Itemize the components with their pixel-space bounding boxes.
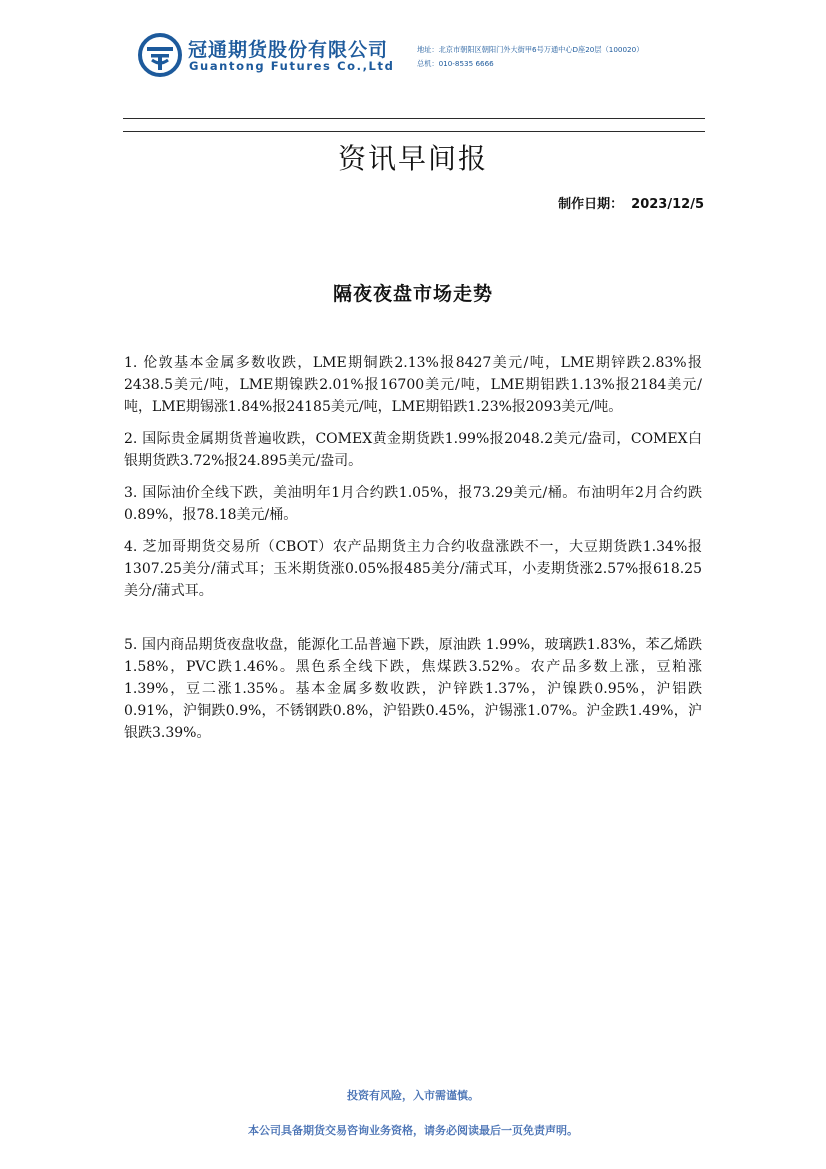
news-item-3: 3. 国际油价全线下跌，美油明年1月合约跌1.05%，报73.29美元/桶。布油明年2月合约跌0.89%，报78.18美元/桶。: [124, 485, 702, 523]
news-item-1: 1. 伦敦基本金属多数收跌，LME期铜跌2.13%报8427美元/吨，LME期锌跌2.83%报2438.5美元/吨，LME期镍跌2.01%报16700美元/吨，LME期铝跌1.13%报2184美元/吨，LME期锡涨1.84%报24185美元/吨，LME期铅跌1.23%报2093美元/吨。: [124, 355, 702, 415]
company-logo-icon: [138, 33, 182, 77]
risk-notice: 投资有风险，入市需谨慎。: [347, 1089, 479, 1102]
header-divider-bottom: [123, 131, 705, 132]
report-title: 资讯早间报: [337, 142, 488, 175]
header-divider-top: [123, 118, 705, 119]
page-header: [0, 0, 826, 90]
company-name-en: Guantong Futures Co.,Ltd: [189, 59, 395, 73]
section-title: 隔夜夜盘市场走势: [332, 283, 493, 305]
company-phone: 总机：010-8535 6666: [417, 59, 494, 68]
news-list: [124, 352, 702, 754]
company-address: 地址：北京市朝阳区朝阳门外大街甲6号万通中心D座20层（100020）: [417, 45, 644, 54]
news-item-2: 2. 国际贵金属期货普遍收跌，COMEX黄金期货跌1.99%报2048.2美元/盎司，COMEX白银期货跌3.72%报24.895美元/盎司。: [124, 431, 702, 469]
news-item-5: 5. 国内商品期货夜盘收盘，能源化工品普遍下跌，原油跌 1.99%，玻璃跌1.83%，苯乙烯跌1.58%，PVC跌1.46%。黑色系全线下跌，焦煤跌3.52%。农产品多数上涨，豆粕涨1.39%，豆二涨1.35%。基本金属多数收跌，沪锌跌1.37%，沪镍跌0.95%，沪铝跌0.91%，沪铜跌0.9%，不锈钢跌0.8%，沪铅跌0.45%，沪锡涨1.07%。沪金跌1.49%，沪银跌3.39%。: [124, 637, 702, 741]
news-item-4: 4. 芝加哥期货交易所（CBOT）农产品期货主力合约收盘涨跌不一，大豆期货跌1.34%报1307.25美分/蒲式耳；玉米期货涨0.05%报485美分/蒲式耳，小麦期货涨2.57%报618.25美分/蒲式耳。: [124, 539, 702, 599]
disclaimer-notice: 本公司具备期货交易咨询业务资格，请务必阅读最后一页免责声明。: [248, 1124, 578, 1137]
report-date-label: 制作日期：: [558, 197, 624, 212]
report-date: [558, 196, 704, 214]
report-date-value: 2023/12/5: [631, 197, 704, 212]
company-contact: [417, 43, 643, 71]
company-name-cn: 冠通期货股份有限公司: [188, 39, 389, 61]
